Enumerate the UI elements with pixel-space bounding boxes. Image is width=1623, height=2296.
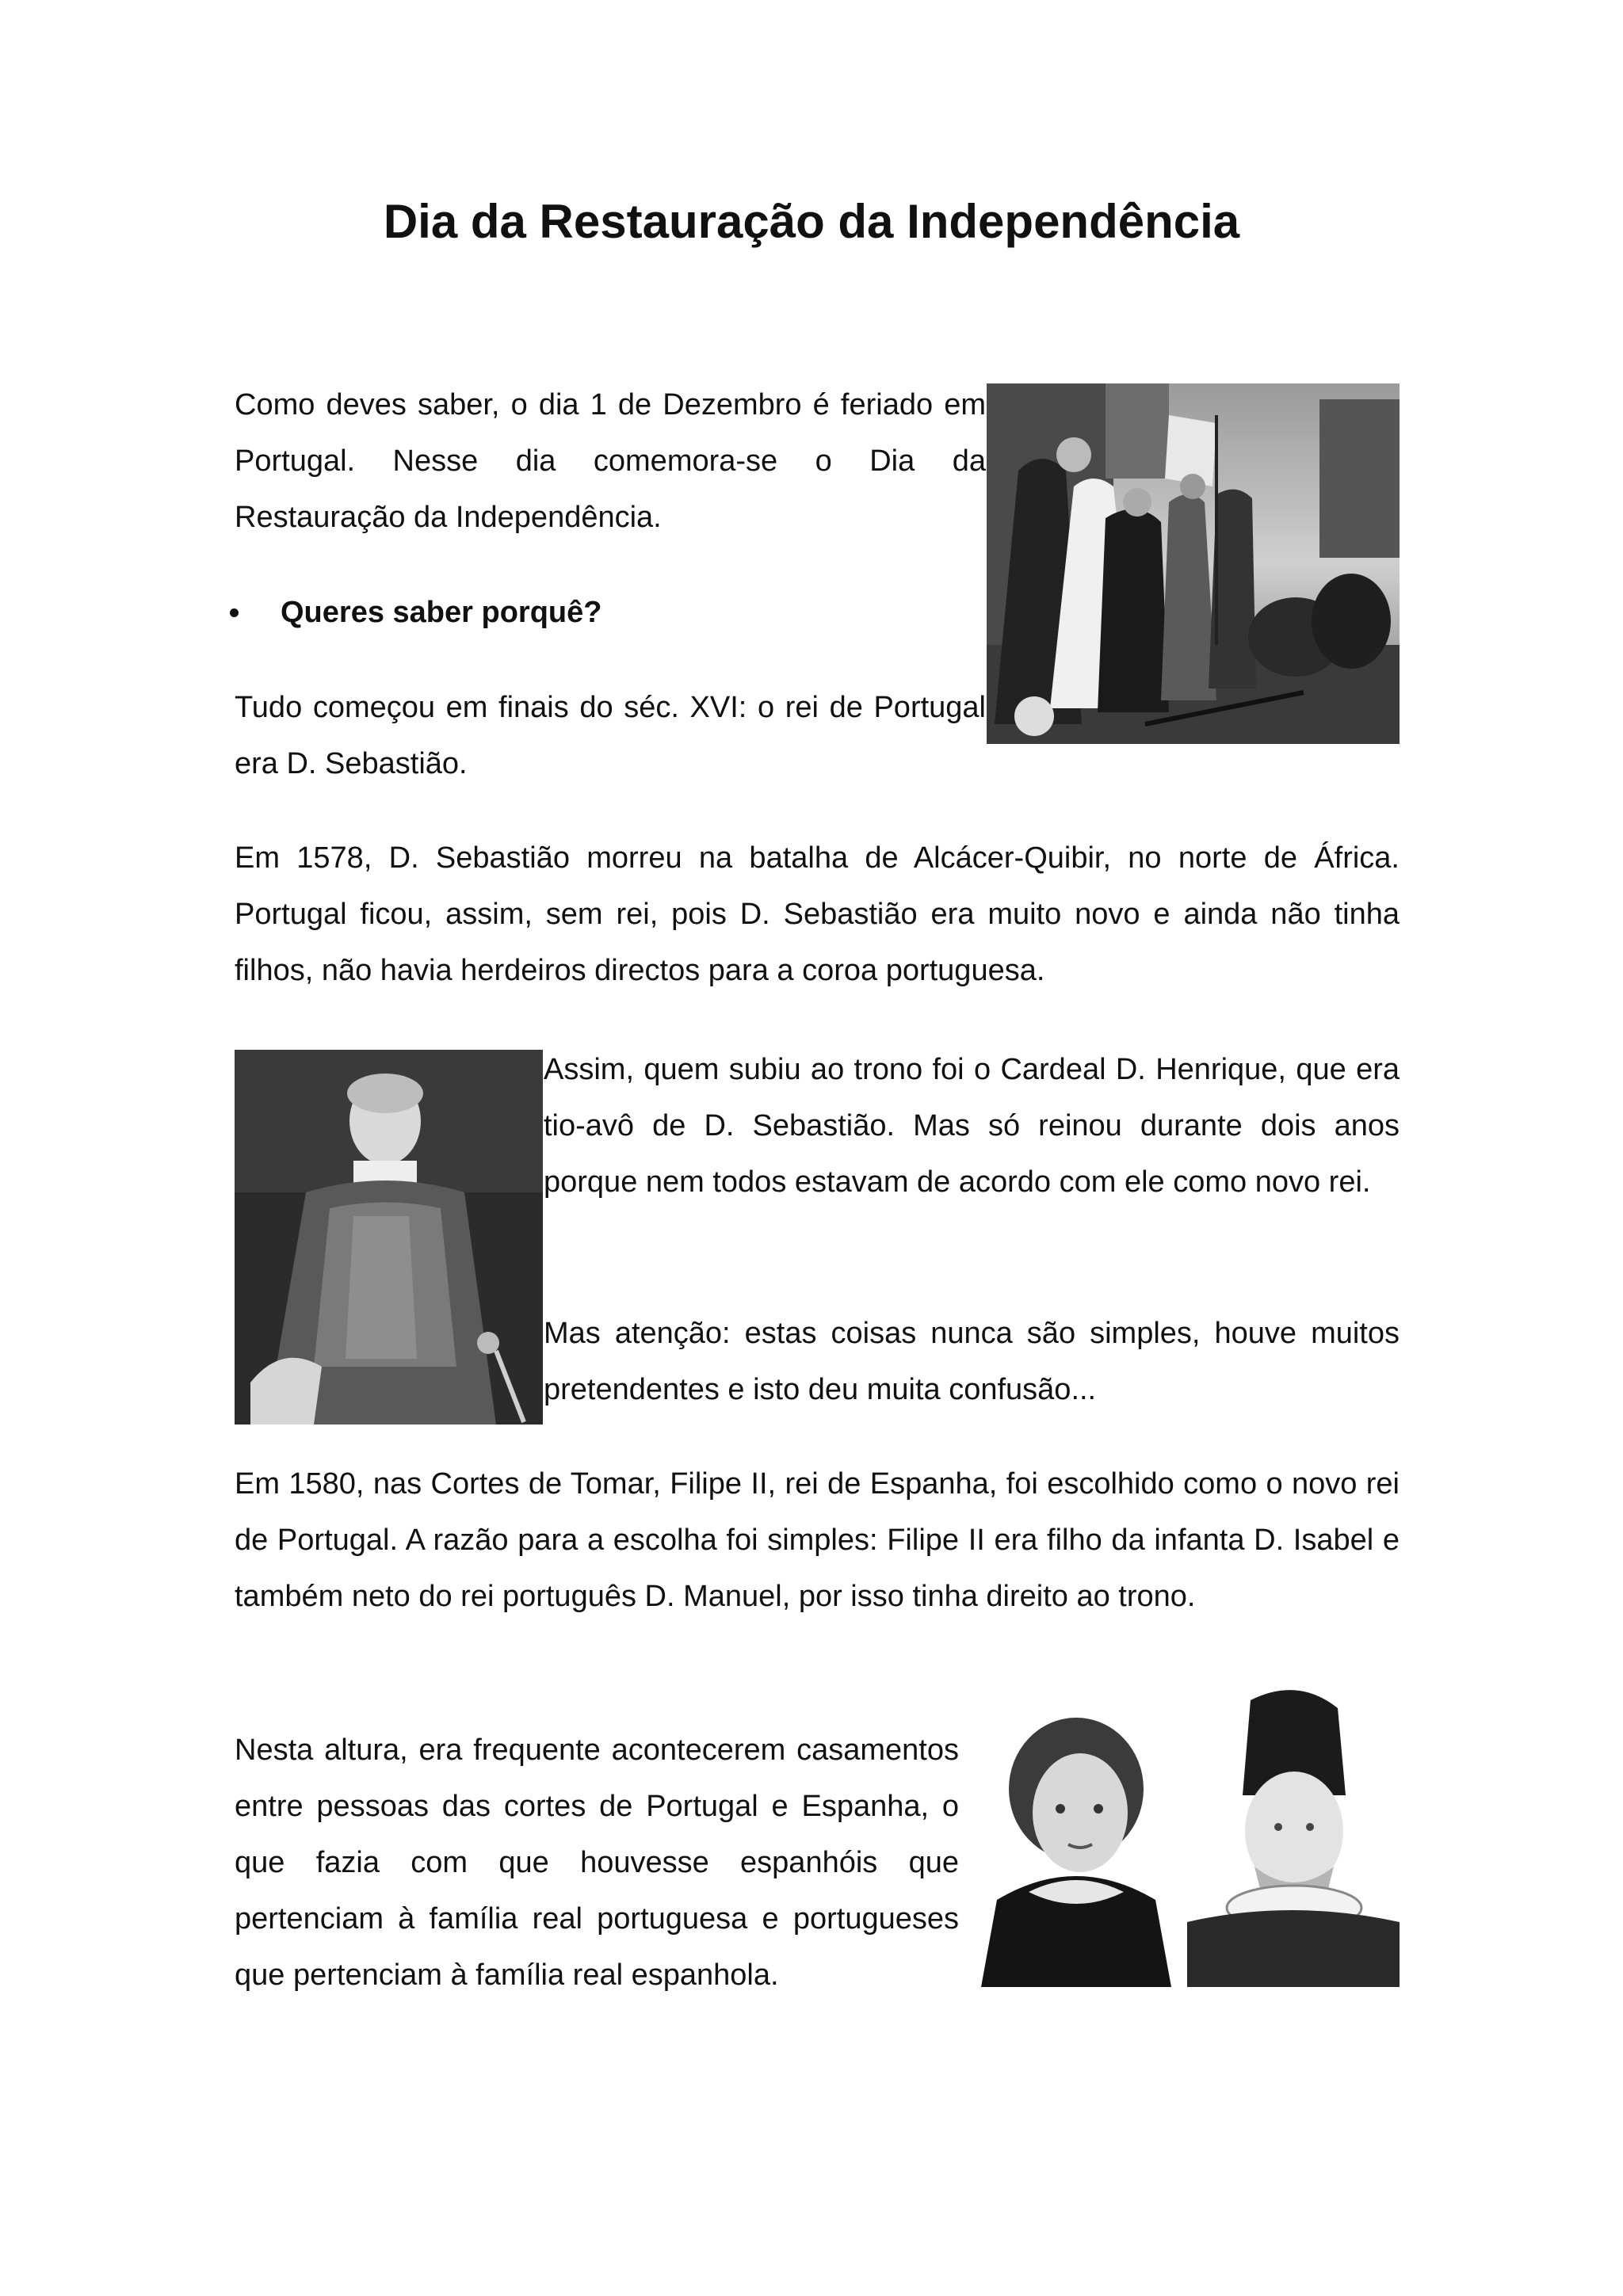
paragraph-cortes-tomar: Em 1580, nas Cortes de Tomar, Filipe II, rei de Espanha, foi escolhido como o novo rei de Portugal. A razão para a escolha foi simples: Filipe II era filho da infanta D. Isabel e também neto do rei português D. Manuel, por isso tinha direito ao trono. [235,1467,1400,1613]
page-title: Dia da Restauração da Independência [383,195,1240,248]
filipe-portrait-right-image [1179,1684,1400,1987]
paragraph-casamentos: Nesta altura, era frequente acontecerem casamentos entre pessoas das cortes de Portugal e Espanha, o que fazia com que houvesse espanhóis que pertenciam à família real portuguesa e portugueses que pertenciam à família real espanhola. [235,1733,959,1992]
paragraph-alcacer-quibir: Em 1578, D. Sebastião morreu na batalha de Alcácer-Quibir, no norte de África. Portugal ficou, assim, sem rei, pois D. Sebastião era muito novo e ainda não tinha filhos, não havia herdeiros directos para a coroa portuguesa. [235,841,1400,987]
bullet-text: Queres saber porquê? [281,596,602,629]
paragraph-pretendentes: Mas atenção: estas coisas nunca são simples, houve muitos pretendentes e isto deu muita confusão... [544,1317,1400,1406]
paragraph-intro: Como deves saber, o dia 1 de Dezembro é feriado em Portugal. Nesse dia comemora-se o Dia da Restauração da Independência. [235,388,986,534]
bullet-dot-icon [230,608,239,617]
sebastiao-portrait-image [235,1050,543,1425]
filipe-portrait-left-image [981,1702,1171,1987]
restoration-painting-image [987,383,1400,744]
paragraph-sebastiao: Tudo começou em finais do séc. XVI: o rei de Portugal era D. Sebastião. [235,691,986,780]
paragraph-cardeal-henrique: Assim, quem subiu ao trono foi o Cardeal D. Henrique, que era tio-avô de D. Sebastião. Mas só reinou durante dois anos porque nem todos estavam de acordo com ele como novo rei. [544,1053,1400,1199]
